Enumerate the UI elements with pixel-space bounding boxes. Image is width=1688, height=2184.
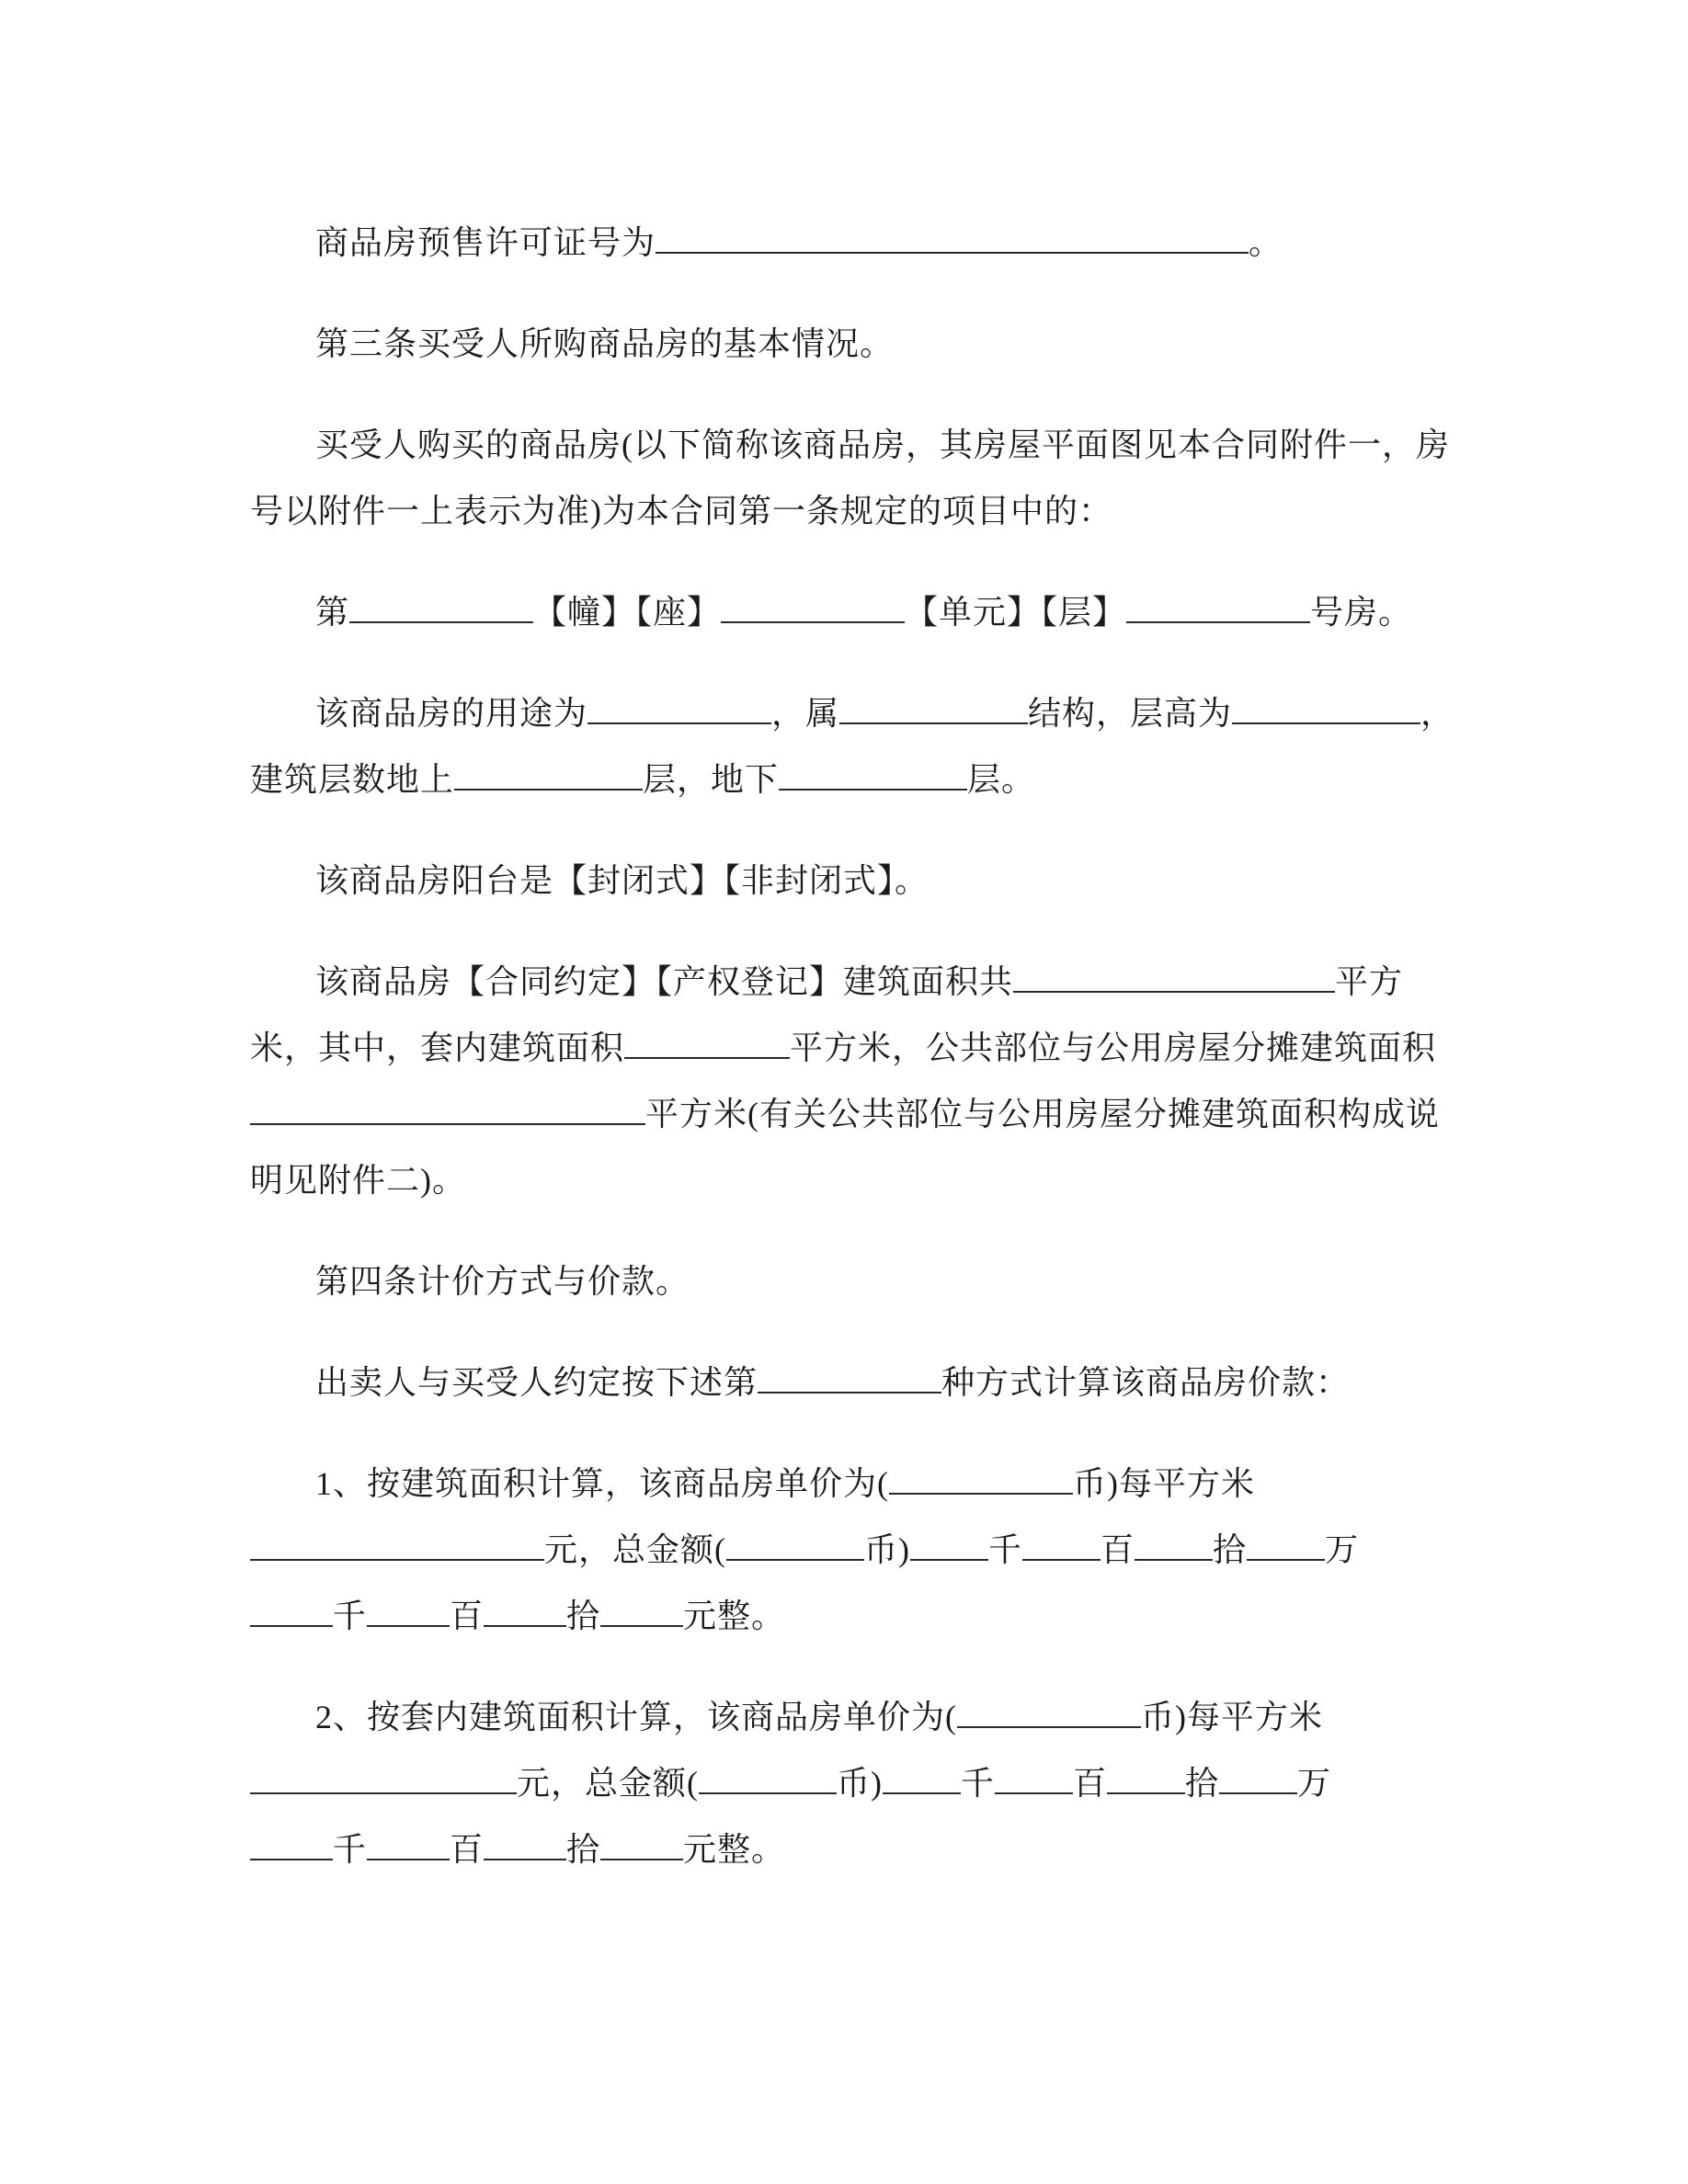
blank-field <box>656 219 1249 254</box>
document-line <box>250 746 1438 813</box>
document-line <box>250 478 1438 544</box>
text-run: 第四条计价方式与价款。 <box>315 1263 690 1300</box>
blank-field <box>995 1759 1073 1794</box>
blank-field <box>758 1359 941 1393</box>
text-run: 【单元】【层】 <box>905 594 1127 631</box>
text-run: 币) <box>864 1531 910 1568</box>
blank-field <box>1013 958 1335 993</box>
text-run: 米，其中，套内建筑面积 <box>250 1029 625 1066</box>
document-line <box>250 1015 1438 1081</box>
blank-field <box>1135 1526 1213 1561</box>
blank-field <box>1219 1759 1297 1794</box>
blank-field <box>910 1526 988 1561</box>
blank-field <box>1126 588 1310 623</box>
document-line <box>250 680 1455 746</box>
document-line <box>250 847 1438 914</box>
text-run: 千 <box>333 1831 368 1868</box>
document-line <box>250 1816 1438 1883</box>
presale-permit-no <box>250 210 1438 276</box>
blank-field <box>1107 1759 1185 1794</box>
text-run: 拾 <box>566 1831 601 1868</box>
text-run: 百 <box>450 1831 485 1868</box>
text-run: 出卖人与买受人约定按下述第 <box>315 1364 758 1401</box>
blank-field <box>600 1826 683 1860</box>
text-run: 拾 <box>1185 1765 1220 1802</box>
text-run: 拾 <box>566 1598 601 1634</box>
blank-field <box>367 1826 450 1860</box>
blank-field <box>779 756 967 791</box>
pricing-option-1 <box>250 1450 1438 1649</box>
text-run: 平方米，公共部位与公用房屋分摊建筑面积 <box>790 1029 1437 1066</box>
text-run: 层。 <box>967 761 1036 798</box>
blank-field <box>250 1090 645 1125</box>
text-run: 买受人购买的商品房(以下简称该商品房，其房屋平面图见本合同附件一，房 <box>315 427 1450 463</box>
text-run: 第 <box>315 594 350 631</box>
document-line <box>250 1147 1438 1213</box>
blank-field <box>454 756 643 791</box>
blank-field <box>699 1759 837 1794</box>
document-line <box>250 579 1438 645</box>
text-run: 千 <box>333 1598 368 1634</box>
document-line <box>250 949 1438 1015</box>
text-run: ， <box>1420 695 1455 732</box>
text-run: 。 <box>1249 224 1283 261</box>
blank-field <box>726 1526 864 1561</box>
blank-field <box>600 1592 683 1627</box>
document-line <box>250 1081 1438 1147</box>
text-run: 元整。 <box>683 1598 786 1634</box>
blank-field <box>624 1024 790 1059</box>
blank-field <box>250 1759 517 1794</box>
balcony-type <box>250 847 1438 914</box>
blank-field <box>1247 1526 1325 1561</box>
text-run: 该商品房阳台是【封闭式】【非封闭式】。 <box>315 862 930 899</box>
text-run: 层，地下 <box>643 761 780 798</box>
text-run: 第三条买受人所购商品房的基本情况。 <box>315 325 895 362</box>
text-run: 百 <box>1073 1765 1108 1802</box>
text-run: 拾 <box>1213 1531 1248 1568</box>
text-run: 号房。 <box>1310 594 1413 631</box>
building-unit-room <box>250 579 1438 645</box>
text-run: 元整。 <box>683 1831 786 1868</box>
blank-field <box>839 689 1028 724</box>
blank-field <box>1232 689 1420 724</box>
text-run: 平方 <box>1335 963 1404 1000</box>
text-run: 明见附件二)。 <box>250 1162 466 1199</box>
text-run: 商品房预售许可证号为 <box>315 224 656 261</box>
text-run: 种方式计算该商品房价款： <box>941 1364 1351 1401</box>
text-run: 建筑层数地上 <box>250 761 455 798</box>
text-run: 结构，层高为 <box>1028 695 1233 732</box>
text-run: 币)每平方米 <box>1141 1699 1323 1735</box>
document-line <box>250 210 1438 276</box>
text-run: 百 <box>1101 1531 1135 1568</box>
floor-area <box>250 949 1438 1213</box>
text-run: 币)每平方米 <box>1073 1465 1255 1502</box>
article-4-heading <box>250 1248 1438 1314</box>
blank-field <box>349 588 533 623</box>
document-line <box>250 1248 1438 1314</box>
document-line <box>250 412 1450 478</box>
text-run: 号以附件一上表示为准)为本合同第一条规定的项目中的： <box>250 493 1112 529</box>
blank-field <box>883 1759 961 1794</box>
blank-field <box>957 1693 1141 1728</box>
document-line <box>250 1684 1438 1750</box>
text-run: 1、按建筑面积计算，该商品房单价为( <box>315 1465 889 1502</box>
text-run: 元，总金额( <box>517 1765 699 1802</box>
text-run: 千 <box>961 1765 996 1802</box>
text-run: 万 <box>1297 1765 1332 1802</box>
purchase-description <box>250 412 1450 544</box>
text-run: 万 <box>1325 1531 1360 1568</box>
blank-field <box>250 1592 333 1627</box>
document-line <box>250 311 1438 377</box>
blank-field <box>587 689 771 724</box>
pricing-option-2 <box>250 1684 1438 1883</box>
text-run: 币) <box>837 1765 883 1802</box>
pricing-method-intro <box>250 1349 1438 1416</box>
blank-field <box>484 1592 566 1627</box>
text-run: ，属 <box>771 695 840 732</box>
document-line <box>250 1517 1438 1583</box>
text-run: 【幢】【座】 <box>533 594 722 631</box>
blank-field <box>367 1592 450 1627</box>
blank-field <box>484 1826 566 1860</box>
document-line <box>250 1583 1438 1649</box>
text-run: 千 <box>988 1531 1023 1568</box>
text-run: 2、按套内建筑面积计算，该商品房单价为( <box>315 1699 957 1735</box>
blank-field <box>250 1826 333 1860</box>
blank-field <box>889 1460 1073 1495</box>
article-3-heading <box>250 311 1438 377</box>
text-run: 平方米(有关公共部位与公用房屋分摊建筑面积构成说 <box>645 1096 1440 1132</box>
blank-field <box>721 588 905 623</box>
text-run: 元，总金额( <box>544 1531 726 1568</box>
document-line <box>250 1349 1438 1416</box>
usage-structure-floors <box>250 680 1455 813</box>
text-run: 该商品房的用途为 <box>315 695 588 732</box>
text-run: 百 <box>450 1598 485 1634</box>
blank-field <box>1022 1526 1101 1561</box>
document-line <box>250 1750 1438 1816</box>
document-line <box>250 1450 1438 1517</box>
text-run: 该商品房【合同约定】【产权登记】建筑面积共 <box>315 963 1014 1000</box>
blank-field <box>250 1526 544 1561</box>
